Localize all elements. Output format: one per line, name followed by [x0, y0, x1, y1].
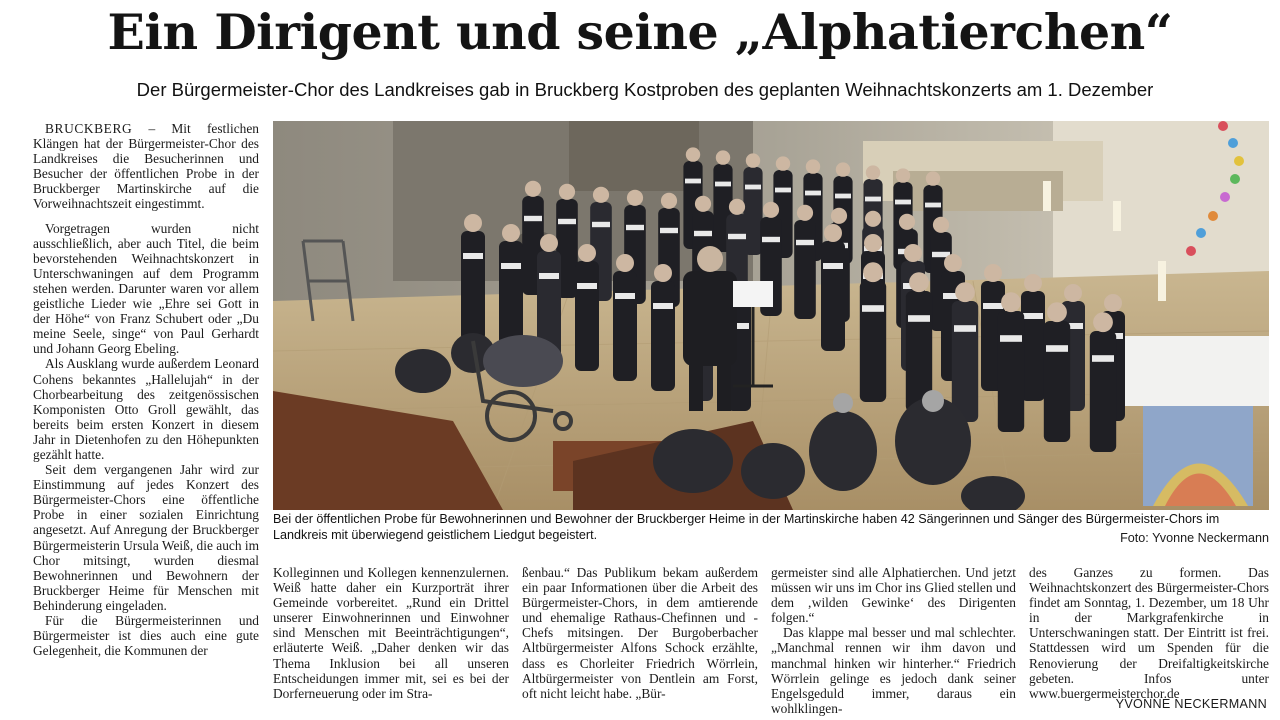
choir-photo-drawing — [273, 121, 1269, 510]
paragraph: Das klappe mal besser und mal schlechter. „Manchmal rennen wir ihm davon und manchmal hinken wir hinterher.“ Friedrich Wörrlein gelinge es jedoch dank seiner Engelsgeduld immer, daraus ein wohlklingen- — [771, 625, 1016, 716]
choir-photo — [273, 121, 1269, 510]
paragraph: Als Ausklang wurde außerdem Leonard Cohens bekanntes „Hallelujah“ in der Chorbearbeitung des zeitgenössischen Komponisten Otto Groll gewählt, das bereits beim ersten Konzert in diesem Jahr in Dietenhofen zu den Höhepunkten gezählt hatte. — [33, 356, 259, 462]
paragraph: germeister sind alle Alphatierchen. Und jetzt müssen wir uns im Chor ins Glied stellen und dem ‚wilden Gewinke‘ des Dirigenten folgen.“ — [771, 565, 1016, 626]
subheadline: Der Bürgermeister-Chor des Landkreises gab in Bruckberg Kostproben des geplanten Weihnachtskonzerts am 1. Dezember — [136, 79, 1154, 100]
photo-credit: Foto: Yvonne Neckermann — [1120, 531, 1269, 545]
article-column-3 — [522, 565, 758, 717]
headline: Ein Dirigent und seine „Alphatierchen“ — [107, 3, 1173, 61]
paragraph: Seit dem vergangenen Jahr wird zur Einstimmung auf jedes Konzert des Bürgermeister-Chors eine öffentliche Probe in einer sozialen Einrichtung angesetzt. Auf Anregung der Bruckberger Bürgermeisterin Ursula Weiß, die auch im Chor mitsingt, wurden diesmal Bewohnerinnen und Bewohnern der Bruckberger Heime für Menschen mit Behinderung eingeladen. — [33, 462, 259, 613]
paragraph-intro — [33, 121, 259, 212]
paragraph: Kolleginnen und Kollegen kennenzulernen. Weiß hatte daher ein Kurzporträt ihrer Gemeinde vorbereitet. „Rund ein Drittel unserer Einwohnerinnen und Einwohner sind Menschen mit Beeinträchtigungen“, erläuterte Weiß. „Daher denken wir das Thema Inklusion bei all unseren Entscheidungen immer mit, sei es bei der Dorferneuerung oder im Stra- — [273, 565, 509, 701]
photo-caption: Bei der öffentlichen Probe für Bewohnerinnen und Bewohner der Bruckberger Heime in der Martinskirche haben 42 Sängerinnen und Sänger des Bürgermeister-Chors im Landkreis mit überwiegend geistlichem Liedgut begeistert. — [273, 512, 1220, 542]
paragraph: Vorgetragen wurden nicht ausschließlich, aber auch Titel, die beim bevorstehenden Weihnachtskonzert in Unterschwaningen auf dem Programm stehen werden. Darunter waren vor allem geistliche Lieder wie „Ehre sei Gott in der Höhe“ von Franz Schubert oder „Du meine Seele, singe“ von Paul Gerhardt und Johann Georg Ebeling. — [33, 220, 259, 357]
paragraph: des Ganzes zu formen. Das Weihnachtskonzert des Bürgermeister-Chors findet am Sonntag, 1. Dezember, um 18 Uhr in der Markgrafenkirche in Unterschwaningen statt. Der Eintritt ist frei. Stattdessen wird um Spenden für die Renovierung der Dreifaltigkeitskirche gebeten. Infos unter www.buergermeisterchor.de — [1029, 565, 1269, 701]
author-byline: YVONNE NECKERMANN — [1115, 697, 1267, 711]
paragraph: ßenbau.“ Das Publikum bekam außerdem ein paar Informationen über die Arbeit des Bürgermeister-Chors, in dem amtierende und ehemalige Rathaus-Chefinnen und -Chefs mitsingen. Der Burgoberbacher Altbürgermeister Alfons Schock erzählte, dass es Chorleiter Friedrich Wörrlein, Altbürgermeister von Dentlein am Forst, oft nicht leicht habe. „Bür- — [522, 565, 758, 701]
dateline: BRUCKBERG — [45, 121, 133, 136]
article-column-5 — [1029, 565, 1269, 717]
article-column-1 — [33, 121, 259, 717]
article-column-4 — [771, 565, 1016, 717]
paragraph-intro-text: – Mit festlichen Klängen hat der Bürgermeister-Chor des Landkreises die Besucherinnen und Besucher der öffentlichen Probe in der Bruckberger Martinskirche auf die Vorweihnachtszeit eingestimmt. — [33, 121, 259, 212]
article-column-2 — [273, 565, 509, 717]
paragraph: Für die Bürgermeisterinnen und Bürgermeister ist dies auch eine gute Gelegenheit, die Kommunen der — [33, 613, 259, 659]
